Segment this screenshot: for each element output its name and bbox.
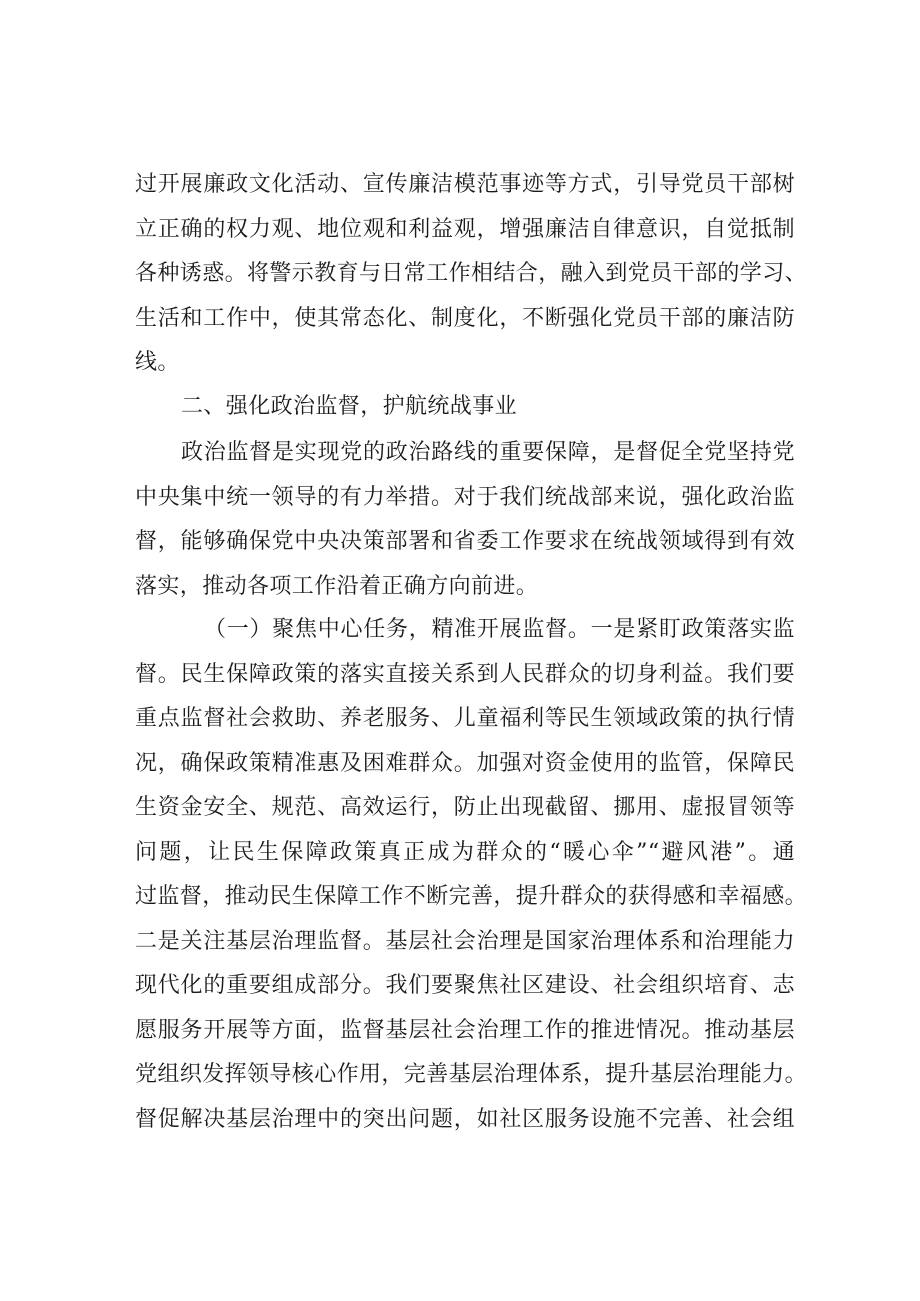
text-line: 生活和工作中，使其常态化、制度化，不断强化党员干部的廉洁防 <box>135 305 795 331</box>
heading-text: 二、强化政治监督，护航统战事业 <box>181 394 518 419</box>
text-line: 督，能够确保党中央决策部署和省委工作要求在统战领域得到有效 <box>135 529 795 554</box>
text-line: 生资金安全、规范、高效运行，防止出现截留、挪用、虚报冒领等 <box>135 795 795 820</box>
text-line: 督促解决基层治理中的突出问题，如社区服务设施不完善、社会组 <box>135 1106 795 1132</box>
text-line: 过开展廉政文化活动、宣传廉洁模范事迹等方式，引导党员干部树 <box>135 172 795 197</box>
text-line: 过监督，推动民生保障工作不断完善，提升群众的获得感和幸福感。 <box>135 884 808 909</box>
text-line: 问题，让民生保障政策真正成为群众的“暖心伞”“避风港”。通 <box>135 839 795 865</box>
text-line: 况，确保政策精准惠及困难群众。加强对资金使用的监管，保障民 <box>135 750 795 776</box>
paragraph-continuation <box>135 163 808 386</box>
text-line: 重点监督社会救助、养老服务、儿童福利等民生领域政策的执行情 <box>135 706 795 731</box>
text-line: 中央集中统一领导的有力举措。对于我们统战部来说，强化政治监 <box>135 484 795 510</box>
text-line: 现代化的重要组成部分。我们要聚焦社区建设、社会组织培育、志 <box>135 973 795 998</box>
paragraph-focus-central-tasks <box>135 608 808 1142</box>
text-line: 各种诱惑。将警示教育与日常工作相结合，融入到党员干部的学习、 <box>135 261 808 286</box>
text-line: 党组织发挥领导核心作用，完善基层治理体系，提升基层治理能力。 <box>135 1062 808 1087</box>
text-line: 二是关注基层治理监督。基层社会治理是国家治理体系和治理能力 <box>135 928 795 954</box>
text-line: 愿服务开展等方面，监督基层社会治理工作的推进情况。推动基层 <box>135 1017 795 1043</box>
text-line: （一）聚焦中心任务，精准开展监督。一是紧盯政策落实监 <box>204 617 795 642</box>
paragraph-political-supervision <box>135 431 795 609</box>
text-line: 政治监督是实现党的政治路线的重要保障，是督促全党坚持党 <box>181 440 795 465</box>
section-heading <box>135 385 795 430</box>
text-line: 督。民生保障政策的落实直接关系到人民群众的切身利益。我们要 <box>135 661 795 687</box>
text-line: 立正确的权力观、地位观和利益观，增强廉洁自律意识，自觉抵制 <box>135 216 795 242</box>
text-line: 落实，推动各项工作沿着正确方向前进。 <box>135 573 539 599</box>
text-line: 线。 <box>135 350 180 375</box>
